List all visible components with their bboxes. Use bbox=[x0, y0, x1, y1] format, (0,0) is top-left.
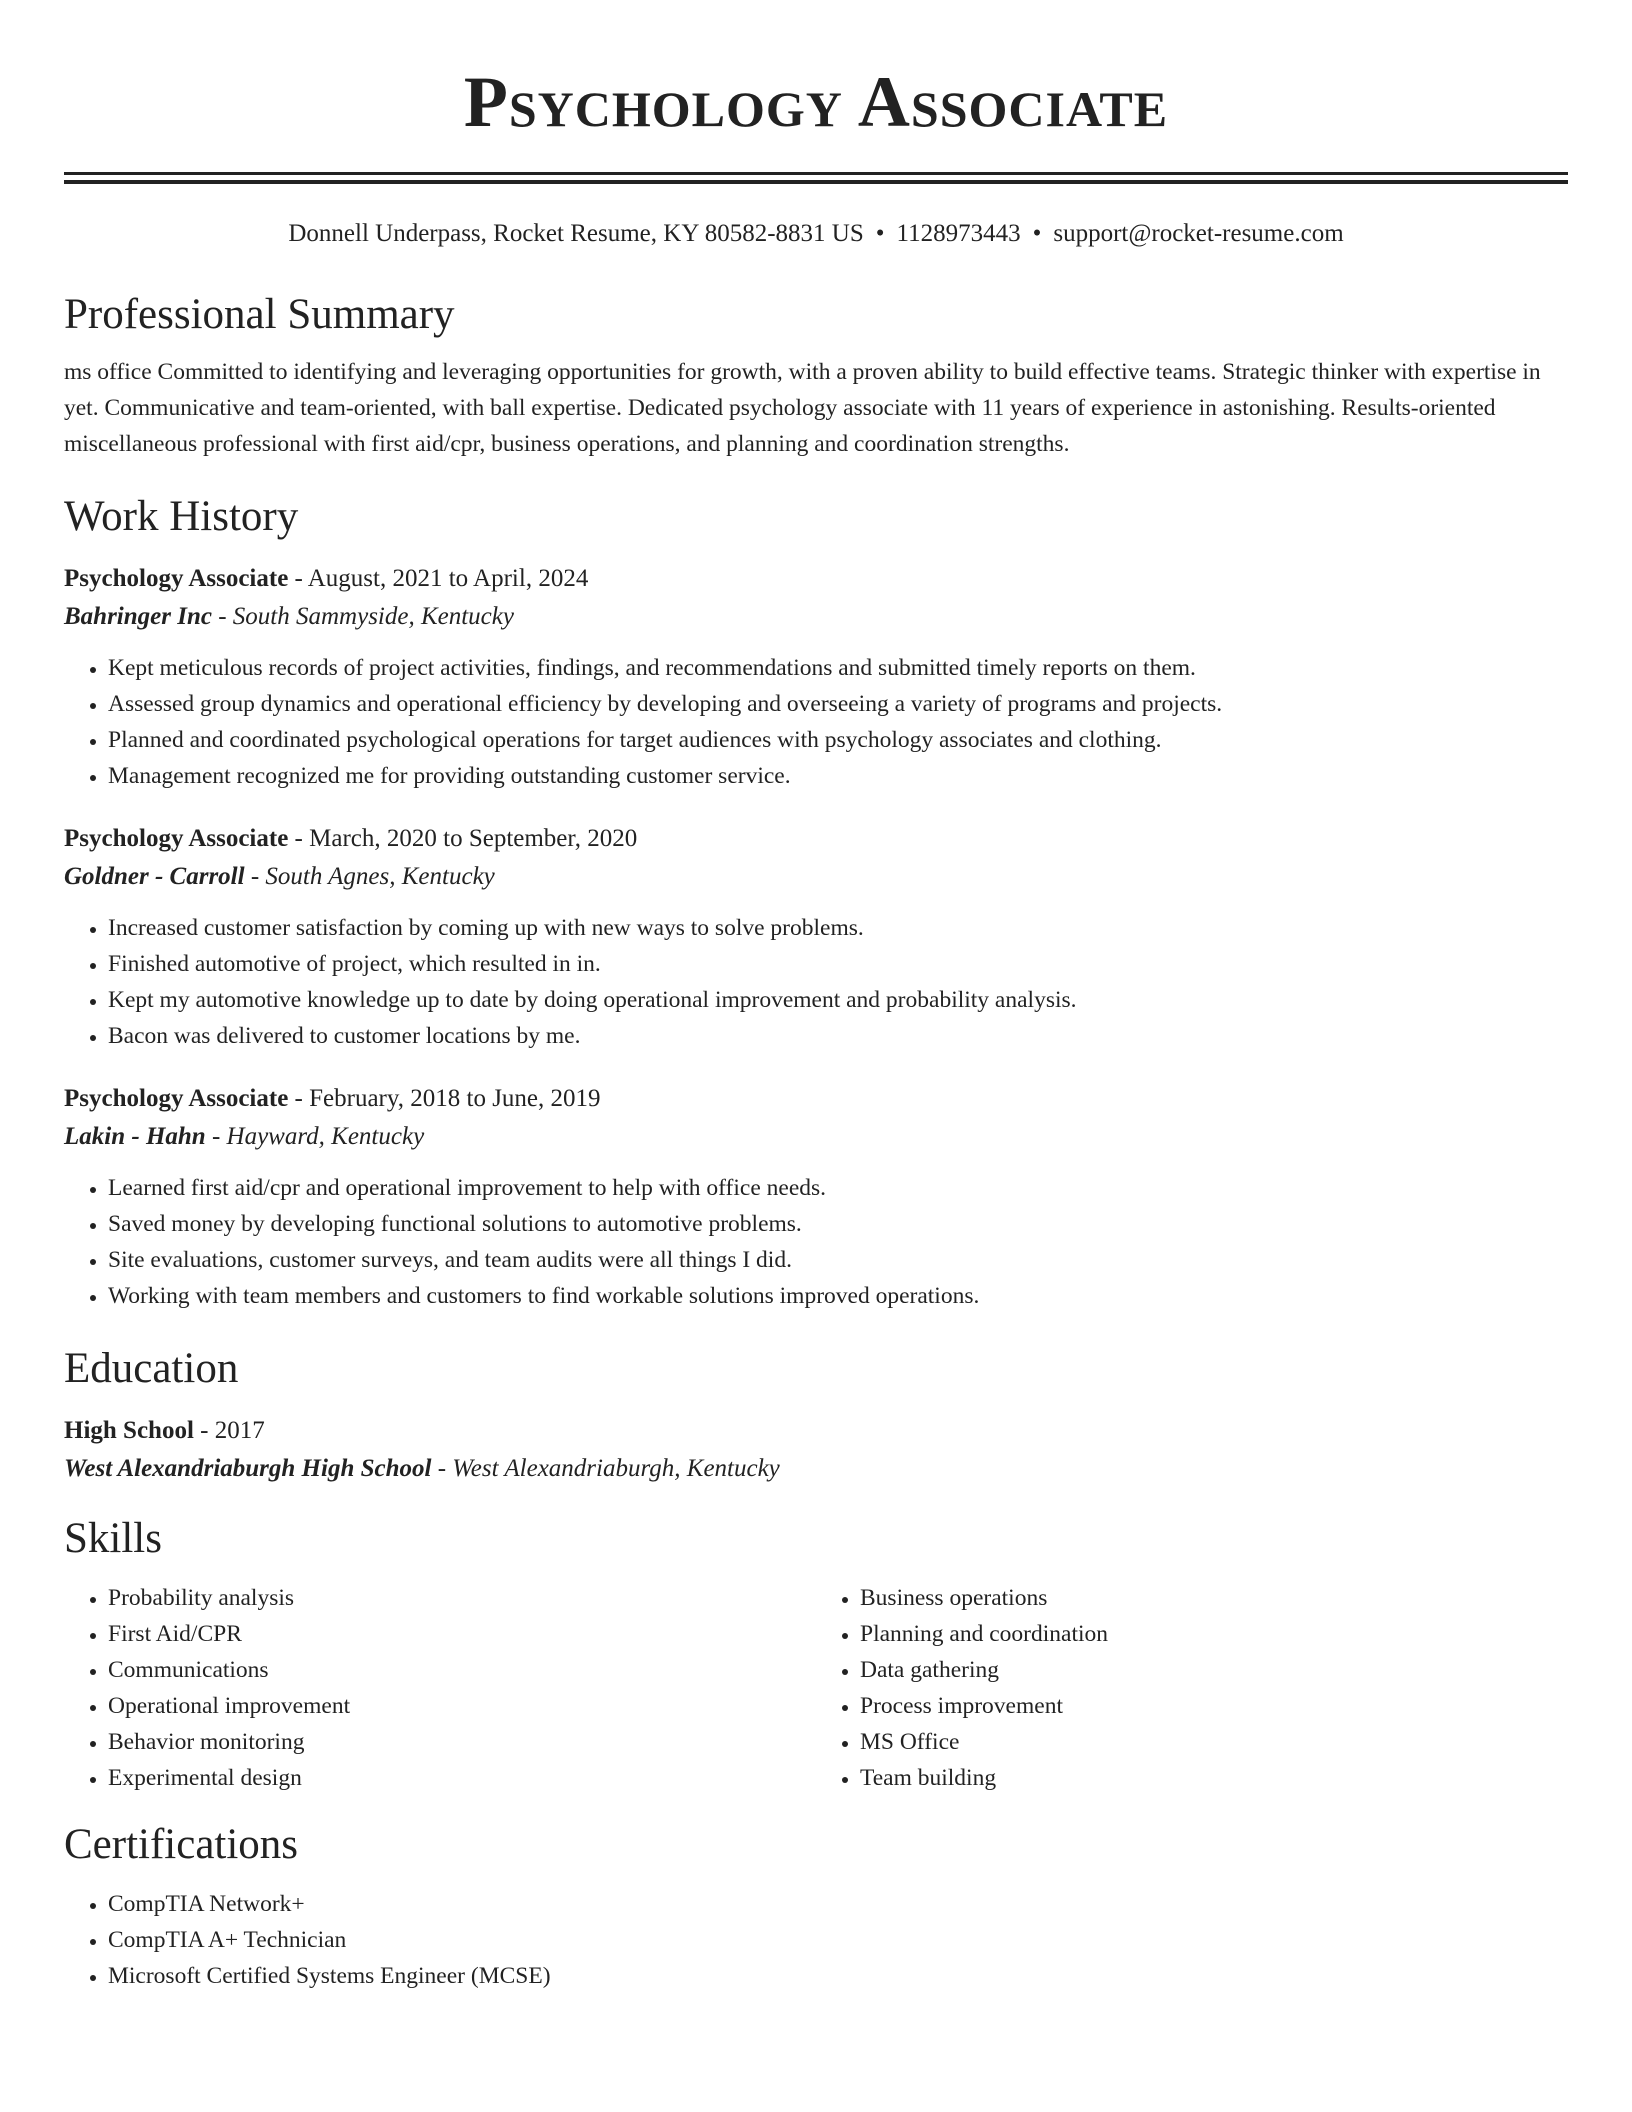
education-entry bbox=[64, 1412, 1568, 1488]
job-bullet: • Management recognized me for providing outstanding customer service. bbox=[108, 758, 1568, 794]
contact-phone: 1128973443 bbox=[896, 220, 1021, 247]
job-bullet: • Finished automotive of project, which resulted in in. bbox=[108, 946, 1568, 982]
dash: - bbox=[431, 1455, 453, 1482]
page-title: Psychology Associate bbox=[463, 62, 1169, 142]
job-bullet: • Assessed group dynamics and operational efficiency by developing and overseeing a variety of programs and projects. bbox=[108, 686, 1568, 722]
skill-item: • Experimental design bbox=[108, 1760, 816, 1796]
contact-line bbox=[64, 218, 1568, 250]
skill-item: • Operational improvement bbox=[108, 1688, 816, 1724]
degree-line bbox=[64, 1412, 1568, 1450]
dash: - bbox=[193, 1417, 215, 1444]
contact-separator: • bbox=[1032, 220, 1042, 247]
skill-item: • Probability analysis bbox=[108, 1580, 816, 1616]
summary-text: ms office Committed to identifying and leveraging opportunities for growth, with a proven ability to build effective teams. Strategic thinker with expertise in yet. Communicative and team-oriented, with ball expertise. Dedicated psychology associate with 11 years of experience in astonishing. Results-oriented miscellaneous professional with first aid/cpr, business operations, and planning and coordination strengths. bbox=[64, 359, 1541, 457]
certification-item: • Microsoft Certified Systems Engineer (MCSE) bbox=[108, 1958, 1568, 1994]
skill-item: • Process improvement bbox=[860, 1688, 1568, 1724]
company-name: Bahringer Inc bbox=[64, 603, 212, 630]
job-title: Psychology Associate bbox=[64, 825, 289, 852]
job-bullets bbox=[64, 1170, 1568, 1314]
school-line bbox=[64, 1450, 1568, 1488]
certification-item: • CompTIA A+ Technician bbox=[108, 1922, 1568, 1958]
skill-item: • Team building bbox=[860, 1760, 1568, 1796]
job-title-line bbox=[64, 560, 1568, 598]
title-divider-bottom bbox=[64, 180, 1568, 184]
certification-item: • CompTIA Network+ bbox=[108, 1886, 1568, 1922]
company-name: Goldner - Carroll bbox=[64, 863, 245, 890]
skill-item: • Communications bbox=[108, 1652, 816, 1688]
job-entry bbox=[64, 820, 1568, 1054]
job-title-line bbox=[64, 1080, 1568, 1118]
company-name: Lakin - Hahn bbox=[64, 1123, 206, 1150]
job-bullets bbox=[64, 910, 1568, 1054]
company-location: South Sammyside, Kentucky bbox=[232, 603, 514, 630]
job-bullet: • Working with team members and customers to find workable solutions improved operations. bbox=[108, 1278, 1568, 1314]
job-title: Psychology Associate bbox=[64, 565, 289, 592]
skill-item: • Behavior monitoring bbox=[108, 1724, 816, 1760]
company-location: South Agnes, Kentucky bbox=[265, 863, 495, 890]
company-location: Hayward, Kentucky bbox=[226, 1123, 425, 1150]
certifications-list bbox=[64, 1886, 1568, 1994]
job-title-line bbox=[64, 820, 1568, 858]
contact-separator: • bbox=[875, 220, 885, 247]
job-dates: February, 2018 to June, 2019 bbox=[309, 1085, 601, 1112]
skill-item: • Planning and coordination bbox=[860, 1616, 1568, 1652]
skills-column-right bbox=[816, 1580, 1568, 1796]
school-location: West Alexandriaburgh, Kentucky bbox=[452, 1455, 780, 1482]
job-bullet: • Learned first aid/cpr and operational improvement to help with office needs. bbox=[108, 1170, 1568, 1206]
company-line bbox=[64, 1118, 1568, 1156]
job-bullet: • Planned and coordinated psychological operations for target audiences with psychology associates and clothing. bbox=[108, 722, 1568, 758]
job-dates: August, 2021 to April, 2024 bbox=[307, 565, 589, 592]
job-bullets bbox=[64, 650, 1568, 794]
job-bullet: • Kept my automotive knowledge up to date by doing operational improvement and probability analysis. bbox=[108, 982, 1568, 1018]
summary-heading: Professional Summary bbox=[64, 291, 455, 338]
job-bullet: • Kept meticulous records of project activities, findings, and recommendations and submitted timely reports on them. bbox=[108, 650, 1568, 686]
job-entry bbox=[64, 560, 1568, 794]
skill-item: • Business operations bbox=[860, 1580, 1568, 1616]
skill-item: • First Aid/CPR bbox=[108, 1616, 816, 1652]
skills-list bbox=[64, 1580, 1568, 1796]
dash: - bbox=[211, 603, 233, 630]
job-title: Psychology Associate bbox=[64, 1085, 289, 1112]
job-bullet: • Increased customer satisfaction by coming up with new ways to solve problems. bbox=[108, 910, 1568, 946]
company-line bbox=[64, 598, 1568, 636]
dash: - bbox=[244, 863, 266, 890]
job-bullet: • Bacon was delivered to customer locations by me. bbox=[108, 1018, 1568, 1054]
graduation-year: 2017 bbox=[214, 1417, 265, 1444]
degree: High School bbox=[64, 1417, 194, 1444]
job-bullet: • Site evaluations, customer surveys, and team audits were all things I did. bbox=[108, 1242, 1568, 1278]
skills-column-left bbox=[64, 1580, 816, 1796]
dash: - bbox=[288, 1085, 310, 1112]
skill-item: • MS Office bbox=[860, 1724, 1568, 1760]
job-dates: March, 2020 to September, 2020 bbox=[309, 825, 638, 852]
contact-address: Donnell Underpass, Rocket Resume, KY 80582-8831 US bbox=[288, 220, 864, 247]
job-bullet: • Saved money by developing functional solutions to automotive problems. bbox=[108, 1206, 1568, 1242]
dash: - bbox=[288, 825, 310, 852]
job-entry bbox=[64, 1080, 1568, 1314]
dash: - bbox=[288, 565, 308, 592]
skills-heading: Skills bbox=[64, 1515, 162, 1562]
title-divider-top bbox=[64, 172, 1568, 175]
education-heading: Education bbox=[64, 1345, 239, 1392]
skill-item: • Data gathering bbox=[860, 1652, 1568, 1688]
work-history-heading: Work History bbox=[64, 493, 299, 540]
school-name: West Alexandriaburgh High School bbox=[64, 1455, 432, 1482]
company-line bbox=[64, 858, 1568, 896]
dash: - bbox=[205, 1123, 227, 1150]
certifications-heading: Certifications bbox=[64, 1821, 299, 1868]
contact-email: support@rocket-resume.com bbox=[1053, 220, 1344, 247]
